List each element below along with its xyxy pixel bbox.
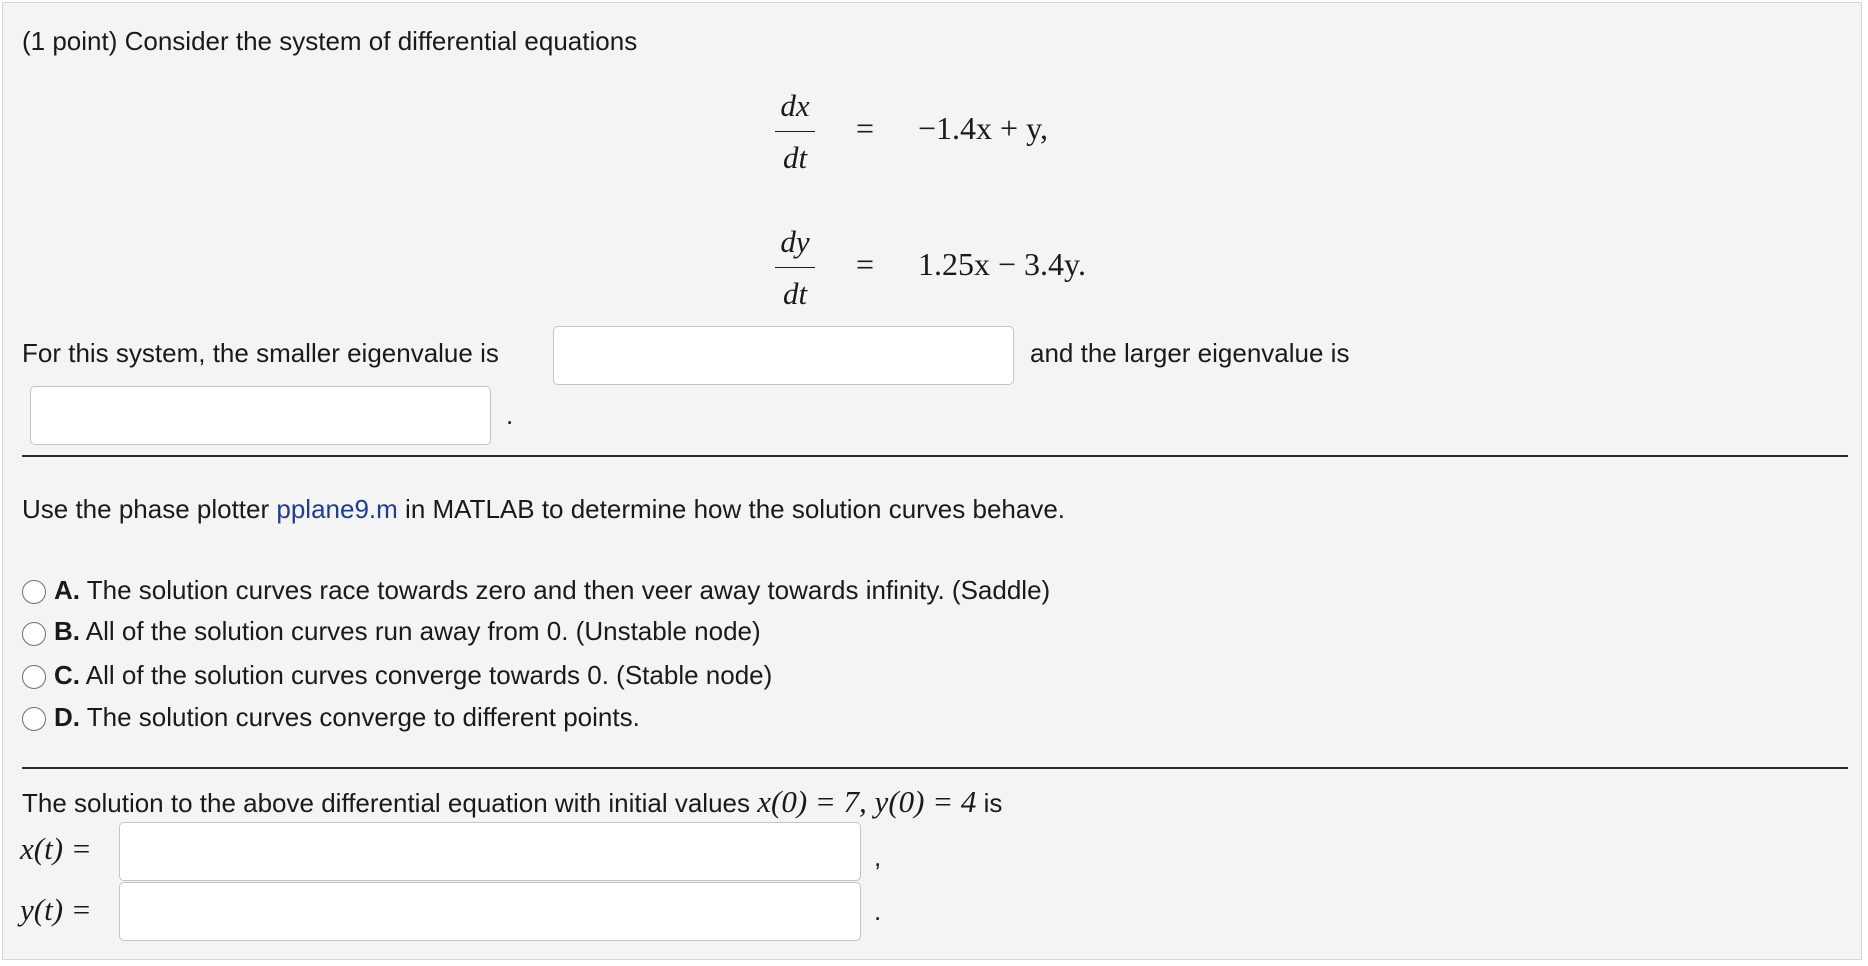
option-c-radio[interactable] xyxy=(22,665,46,689)
eigen-prompt-larger: and the larger eigenvalue is xyxy=(1030,338,1350,368)
y-label xyxy=(20,892,92,928)
option-a-label[interactable] xyxy=(54,575,1050,605)
solution-intro-text: The solution to the above differential equation with initial values xyxy=(22,788,750,818)
y-solution-input[interactable] xyxy=(119,882,861,941)
problem-header: (1 point) Consider the system of differential equations xyxy=(22,26,638,56)
equation-2-denominator: dt xyxy=(782,276,808,311)
phase-intro xyxy=(22,494,1065,524)
equation-2-derivative xyxy=(775,222,815,314)
equation-1-denominator: dt xyxy=(782,140,808,175)
x-label xyxy=(20,831,92,867)
pplane-link[interactable]: pplane9.m xyxy=(276,494,398,524)
equation-2-equals: = xyxy=(856,246,875,282)
option-d-label[interactable] xyxy=(54,702,640,732)
initial-values xyxy=(757,784,976,819)
eigen-prompt: For this system, the smaller eigenvalue is xyxy=(22,338,499,368)
option-letter: C. xyxy=(54,660,80,690)
equation-1-derivative xyxy=(775,86,815,178)
option-text: The solution curves race towards zero and then veer away towards infinity. (Saddle) xyxy=(80,575,1051,605)
larger-eigenvalue-input[interactable] xyxy=(30,386,491,445)
solution-intro-end: is xyxy=(983,788,1003,818)
initial-values-text: x(0) = 7, y(0) = 4 xyxy=(757,784,977,819)
x-comma: , xyxy=(874,842,882,872)
option-b-radio[interactable] xyxy=(22,622,46,646)
equation-1-rhs: −1.4x + y, xyxy=(918,110,1049,146)
option-letter: D. xyxy=(54,702,80,732)
eigen-period: . xyxy=(506,400,514,430)
option-letter: B. xyxy=(54,616,80,646)
x-label-text: x(t) = xyxy=(20,831,92,866)
y-label-text: y(t) = xyxy=(20,892,92,927)
section-divider xyxy=(22,455,1848,457)
fraction-bar xyxy=(775,267,815,268)
equation-2-numerator: dy xyxy=(780,224,810,259)
smaller-eigenvalue-input[interactable] xyxy=(553,326,1014,385)
option-text: All of the solution curves converge towards 0. (Stable node) xyxy=(80,660,773,690)
option-b-label[interactable] xyxy=(54,616,761,646)
option-text: All of the solution curves run away from 0. (Unstable node) xyxy=(80,616,761,646)
equation-2-rhs: 1.25x − 3.4y. xyxy=(918,246,1086,282)
phase-intro-text-end: in MATLAB to determine how the solution curves behave. xyxy=(397,494,1066,524)
equation-1-numerator: dx xyxy=(780,88,810,123)
option-c-label[interactable] xyxy=(54,660,772,690)
fraction-bar xyxy=(775,131,815,132)
phase-intro-text: Use the phase plotter xyxy=(22,494,277,524)
option-letter: A. xyxy=(54,575,80,605)
x-solution-input[interactable] xyxy=(119,822,861,881)
solution-intro xyxy=(22,784,1003,819)
section-divider xyxy=(22,767,1848,769)
option-text: The solution curves converge to different points. xyxy=(80,702,640,732)
equation-1-equals: = xyxy=(856,110,875,146)
y-period: . xyxy=(874,896,882,926)
option-d-radio[interactable] xyxy=(22,707,46,731)
option-a-radio[interactable] xyxy=(22,580,46,604)
